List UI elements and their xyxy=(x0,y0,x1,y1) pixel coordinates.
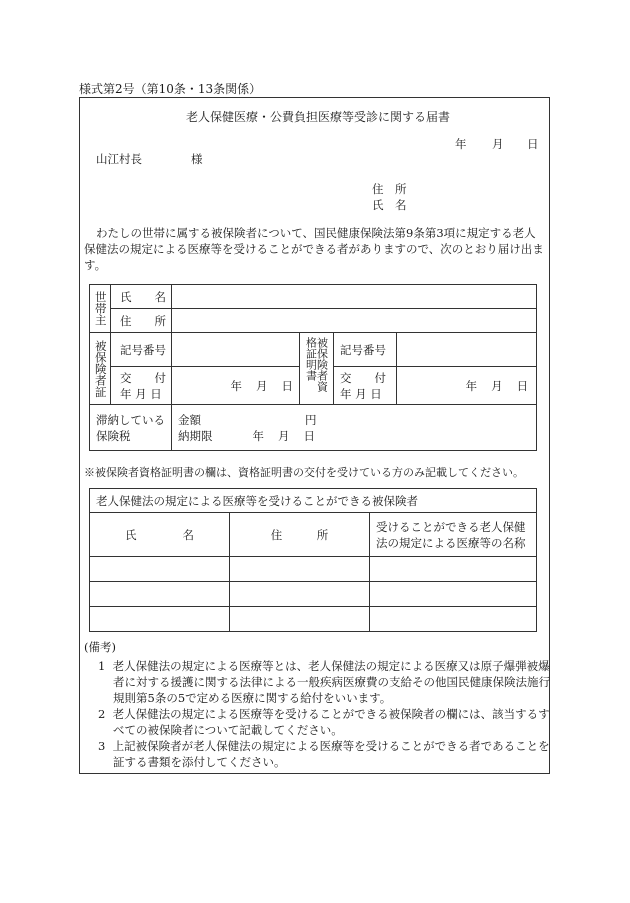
address-label: 住 所 xyxy=(120,313,166,328)
insurance-card-cell xyxy=(90,333,111,405)
cert-issue-date-label-cell xyxy=(334,367,397,405)
col-header-care-name-bottom: 法の規定による医療等の名称 xyxy=(376,535,526,550)
beneficiary-table xyxy=(89,488,537,632)
remark-3-text: 上記被保険者が老人保健法の規定による医療等を受けることができる者であることを証する書類を添付してください。 xyxy=(112,739,550,769)
remarks-heading: (備考) xyxy=(84,640,116,654)
intro-paragraph: わたしの世帯に属する被保険者について、国民健康保険法第9条第3項に規定する老人保健法の規定による医療等を受けることができる者がありますので、次のとおり届け出ます。 xyxy=(84,226,544,272)
row3-care-cell[interactable] xyxy=(370,607,537,632)
cert-symbol-number-label-cell xyxy=(334,333,397,367)
beneficiary-heading: 老人保健法の規定による医療等を受けることができる被保険者 xyxy=(96,493,418,508)
name-label-cell xyxy=(111,285,172,309)
row1-address-cell[interactable] xyxy=(230,557,370,582)
date-year: 年 xyxy=(455,137,467,151)
cert-symbol-number-label: 記号番号 xyxy=(340,342,386,357)
household-address-input-cell[interactable] xyxy=(172,309,537,333)
household-head-cell xyxy=(90,285,111,333)
issue-day: 日 xyxy=(281,378,293,393)
cert-issue-day: 日 xyxy=(516,378,529,393)
table-row xyxy=(90,582,537,607)
form-number-label: 様式第2号（第10条・13条関係） xyxy=(79,82,262,96)
cert-number-input-cell[interactable] xyxy=(397,333,537,367)
remark-1-text: 老人保健法の規定による医療等とは、老人保健法の規定による医療又は原子爆弾被爆者に対する援護に関する法律による一般疾病医療費の支給その他国民健康保険法施行規則第5条の5で定める医療に関する給付をいいます。 xyxy=(112,659,550,705)
cert-issue-month: 月 xyxy=(491,378,503,393)
cert-issue-date-label-top: 交 付 xyxy=(340,370,386,385)
row1-care-cell[interactable] xyxy=(370,557,537,582)
row3-name-cell[interactable] xyxy=(90,607,230,632)
row3-address-cell[interactable] xyxy=(230,607,370,632)
row2-name-cell[interactable] xyxy=(90,582,230,607)
form-title: 老人保健医療・公費負担医療等受診に関する届書 xyxy=(186,110,451,124)
symbol-number-label-cell xyxy=(111,333,172,367)
address-label-cell xyxy=(111,309,172,333)
row2-care-cell[interactable] xyxy=(370,582,537,607)
overdue-tax-label-bottom: 保険税 xyxy=(96,428,131,443)
deadline-label: 納期限 xyxy=(178,428,213,443)
asterisk-note: ※被保険者資格証明書の欄は、資格証明書の交付を受けている方のみ記載してください。 xyxy=(84,466,524,479)
row2-address-cell[interactable] xyxy=(230,582,370,607)
issue-date-label-bottom: 年 月 日 xyxy=(120,386,162,401)
addressee-name: 山江村長 xyxy=(96,152,142,166)
date-month: 月 xyxy=(492,137,504,151)
overdue-tax-label-top: 滞納している xyxy=(96,412,165,427)
name-label: 氏 名 xyxy=(120,289,166,304)
qualification-cert-cell xyxy=(300,333,334,405)
remark-item xyxy=(98,706,557,738)
remark-1-number: 1 xyxy=(98,659,106,673)
remark-3-number: 3 xyxy=(98,739,106,753)
col-header-care-name-top: 受けることができる老人保健 xyxy=(376,519,526,534)
remark-item xyxy=(98,658,557,706)
row1-name-cell[interactable] xyxy=(90,557,230,582)
qualification-cert-label: 被保険者資格証明書 xyxy=(304,336,329,392)
overdue-tax-input-cell[interactable] xyxy=(172,405,537,451)
table-row xyxy=(90,607,537,632)
issue-date-label-cell xyxy=(111,367,172,405)
table-row xyxy=(90,557,537,582)
insurance-card-label: 被保険者証 xyxy=(93,339,108,398)
issue-date-label-top: 交 付 xyxy=(120,370,166,385)
issue-date-input-cell[interactable] xyxy=(172,367,300,405)
col-header-name xyxy=(90,513,230,557)
cert-issue-year: 年 xyxy=(465,378,478,393)
cert-issue-date-input-cell[interactable] xyxy=(397,367,537,405)
household-head-label: 世帯主 xyxy=(93,291,108,326)
col-header-care-name xyxy=(370,513,537,557)
deadline-month: 月 xyxy=(278,428,290,443)
col-header-address xyxy=(230,513,370,557)
form-frame xyxy=(79,97,550,774)
household-name-input-cell[interactable] xyxy=(172,285,537,309)
remark-item xyxy=(98,738,557,770)
overdue-tax-label-cell xyxy=(90,405,172,451)
remark-2-text: 老人保健法の規定による医療等を受けることができる被保険者の欄には、該当するすべての被保険者について記載してください。 xyxy=(112,707,550,737)
deadline-day: 日 xyxy=(303,428,315,443)
symbol-number-label: 記号番号 xyxy=(120,342,166,357)
applicant-name-label: 氏 名 xyxy=(372,198,407,212)
col-header-name-text: 氏 名 xyxy=(125,527,194,542)
issue-month: 月 xyxy=(256,378,268,393)
deadline-year: 年 xyxy=(252,428,264,443)
remark-2-number: 2 xyxy=(98,707,106,721)
insurance-card-number-input-cell[interactable] xyxy=(172,333,300,367)
date-day: 日 xyxy=(527,137,539,151)
cert-issue-date-label-bottom: 年 月 日 xyxy=(340,386,382,401)
issue-year: 年 xyxy=(230,378,242,393)
applicant-address-label: 住 所 xyxy=(372,182,407,196)
beneficiary-heading-cell xyxy=(90,489,537,513)
amount-unit: 円 xyxy=(305,412,317,427)
addressee-honorific: 様 xyxy=(191,152,203,166)
amount-label: 金額 xyxy=(178,412,201,427)
col-header-address-text: 住 所 xyxy=(270,527,329,542)
household-table xyxy=(89,284,537,451)
